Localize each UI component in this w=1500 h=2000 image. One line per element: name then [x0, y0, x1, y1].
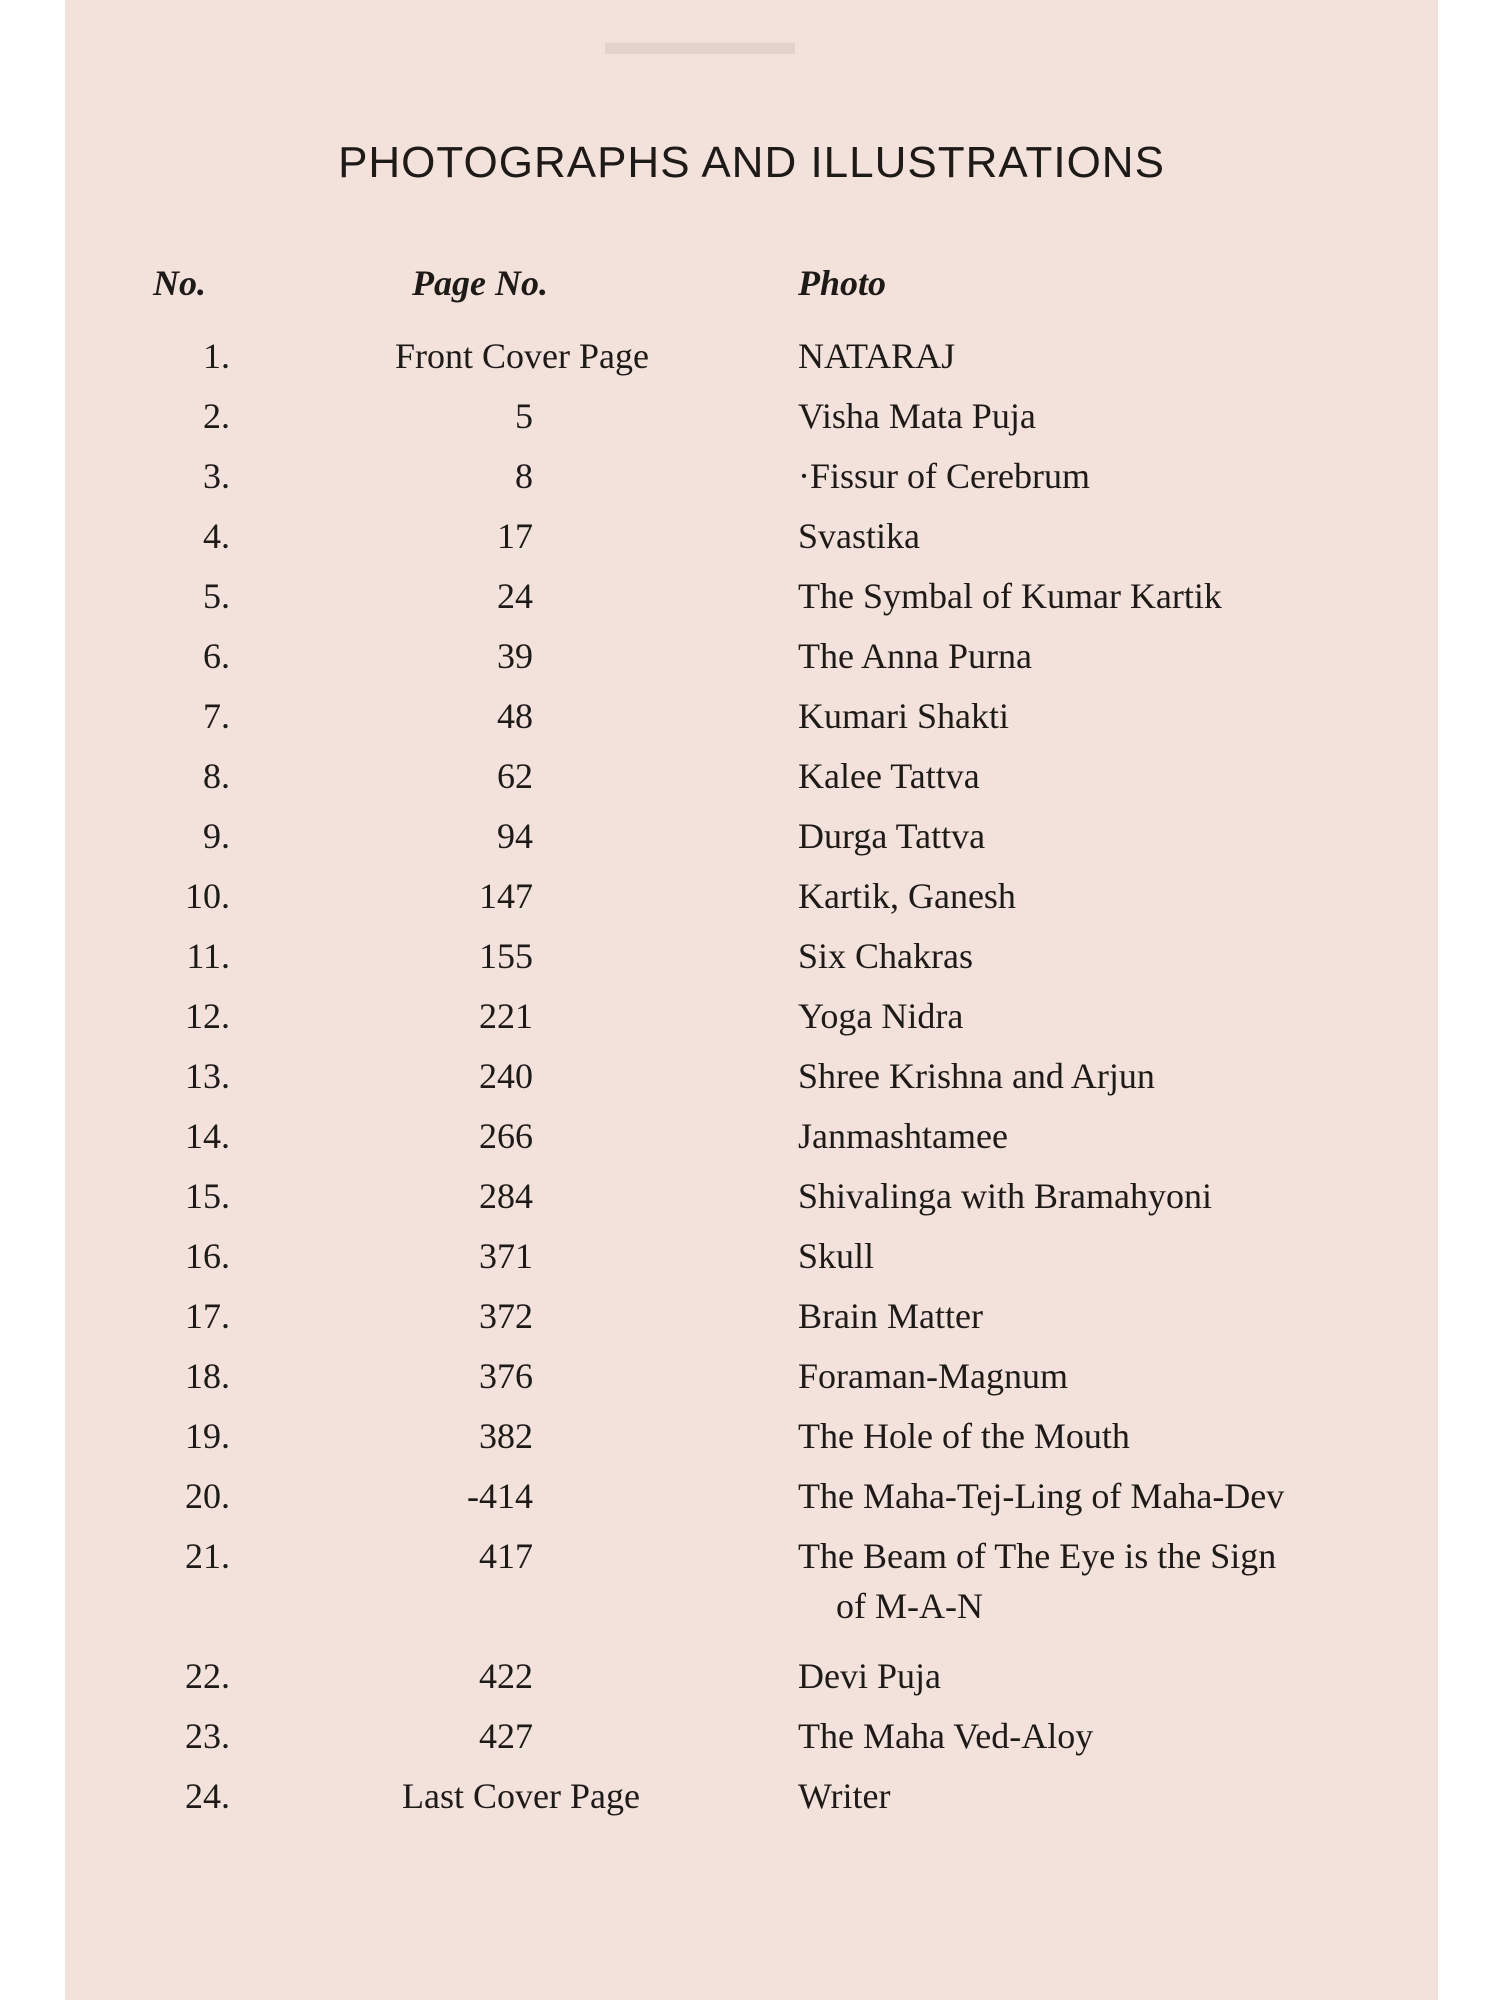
row-photo: Kartik, Ganesh	[798, 876, 1016, 916]
row-page: Front Cover Page	[395, 336, 649, 376]
row-number: 10.	[185, 876, 230, 916]
row-photo: The Maha-Tej-Ling of Maha-Dev	[798, 1476, 1285, 1516]
table-row	[65, 515, 1438, 573]
row-page: 376	[479, 1356, 533, 1396]
table-row	[65, 1115, 1438, 1173]
row-page: 39	[497, 636, 533, 676]
row-photo: Kumari Shakti	[798, 696, 1009, 736]
row-page: 94	[497, 816, 533, 856]
row-number: 9.	[203, 816, 230, 856]
row-photo: Skull	[798, 1236, 875, 1276]
table-row	[65, 1655, 1438, 1713]
row-page: 427	[479, 1716, 533, 1756]
header-photo: Photo	[798, 263, 887, 303]
row-photo: The Anna Purna	[798, 636, 1032, 676]
row-number: 14.	[185, 1116, 230, 1156]
row-page: 155	[479, 936, 533, 976]
row-photo: The Maha Ved-Aloy	[798, 1716, 1094, 1756]
row-page: 371	[479, 1236, 533, 1276]
row-page: 24	[497, 576, 533, 616]
row-photo: NATARAJ	[798, 336, 956, 376]
table-row	[65, 335, 1438, 393]
row-page: 240	[479, 1056, 533, 1096]
row-page: 147	[479, 876, 533, 916]
row-number: 18.	[185, 1356, 230, 1396]
row-photo: Foraman-Magnum	[798, 1356, 1068, 1396]
row-number: 8.	[203, 756, 230, 796]
table-row	[65, 1295, 1438, 1353]
row-photo	[798, 1535, 1428, 1627]
row-photo: The Hole of the Mouth	[798, 1416, 1130, 1456]
row-page: Last Cover Page	[402, 1776, 640, 1816]
header-no: No.	[153, 263, 206, 303]
row-number: 22.	[185, 1656, 230, 1696]
header-page-no: Page No.	[412, 263, 548, 303]
row-number: 3.	[203, 456, 230, 496]
row-page: 372	[479, 1296, 533, 1336]
row-photo: The Symbal of Kumar Kartik	[798, 576, 1222, 616]
table-row	[65, 875, 1438, 933]
table-row	[65, 635, 1438, 693]
row-number: 12.	[185, 996, 230, 1036]
row-photo: Brain Matter	[798, 1296, 983, 1336]
show-through-text: ▬▬▬▬▬	[605, 21, 795, 63]
row-number: 19.	[185, 1416, 230, 1456]
row-page: 422	[479, 1656, 533, 1696]
table-row	[65, 695, 1438, 753]
row-number: 7.	[203, 696, 230, 736]
row-photo: Devi Puja	[798, 1656, 941, 1696]
table-row	[65, 1475, 1438, 1533]
row-page: -414	[467, 1476, 533, 1516]
row-number: 16.	[185, 1236, 230, 1276]
row-page: 266	[479, 1116, 533, 1156]
row-photo: Shivalinga with Bramahyoni	[798, 1176, 1212, 1216]
table-row	[65, 935, 1438, 993]
row-page: 284	[479, 1176, 533, 1216]
table-row	[65, 455, 1438, 513]
table-row	[65, 755, 1438, 813]
row-page: 8	[515, 456, 533, 496]
row-photo-line-1: The Beam of The Eye is the Sign	[798, 1536, 1277, 1576]
row-photo-line-2: of M-A-N	[836, 1586, 983, 1626]
row-number: 23.	[185, 1716, 230, 1756]
row-photo: Yoga Nidra	[798, 996, 964, 1036]
row-number: 21.	[185, 1536, 230, 1576]
table-row	[65, 1775, 1438, 1833]
row-number: 11.	[186, 936, 230, 976]
row-number: 15.	[185, 1176, 230, 1216]
table-row	[65, 1355, 1438, 1413]
row-photo: Svastika	[798, 516, 920, 556]
table-row	[65, 815, 1438, 873]
row-page: 62	[497, 756, 533, 796]
document-page	[65, 0, 1438, 2000]
row-number: 13.	[185, 1056, 230, 1096]
row-number: 5.	[203, 576, 230, 616]
row-page: 417	[479, 1536, 533, 1576]
row-photo: ·Fissur of Cerebrum	[798, 456, 1090, 496]
table-row	[65, 1055, 1438, 1113]
table-row	[65, 995, 1438, 1053]
table-row	[65, 1535, 1438, 1645]
table-row	[65, 1415, 1438, 1473]
row-number: 4.	[203, 516, 230, 556]
row-photo: Janmashtamee	[798, 1116, 1008, 1156]
row-page: 221	[479, 996, 533, 1036]
row-photo: Visha Mata Puja	[798, 396, 1036, 436]
row-photo: Writer	[798, 1776, 891, 1816]
row-page: 17	[497, 516, 533, 556]
table-row	[65, 1715, 1438, 1773]
row-page: 5	[515, 396, 533, 436]
row-number: 2.	[203, 396, 230, 436]
row-photo: Six Chakras	[798, 936, 973, 976]
row-number: 6.	[203, 636, 230, 676]
row-photo: Durga Tattva	[798, 816, 986, 856]
page-title: PHOTOGRAPHS AND ILLUSTRATIONS	[338, 138, 1165, 187]
table-row	[65, 395, 1438, 453]
row-photo: Kalee Tattva	[798, 756, 980, 796]
table-row	[65, 575, 1438, 633]
table-row	[65, 1235, 1438, 1293]
row-page: 48	[497, 696, 533, 736]
row-number: 1.	[203, 336, 230, 376]
row-number: 17.	[185, 1296, 230, 1336]
row-page: 382	[479, 1416, 533, 1456]
row-number: 24.	[185, 1776, 230, 1816]
row-photo: Shree Krishna and Arjun	[798, 1056, 1155, 1096]
table-row	[65, 1175, 1438, 1233]
row-number: 20.	[185, 1476, 230, 1516]
